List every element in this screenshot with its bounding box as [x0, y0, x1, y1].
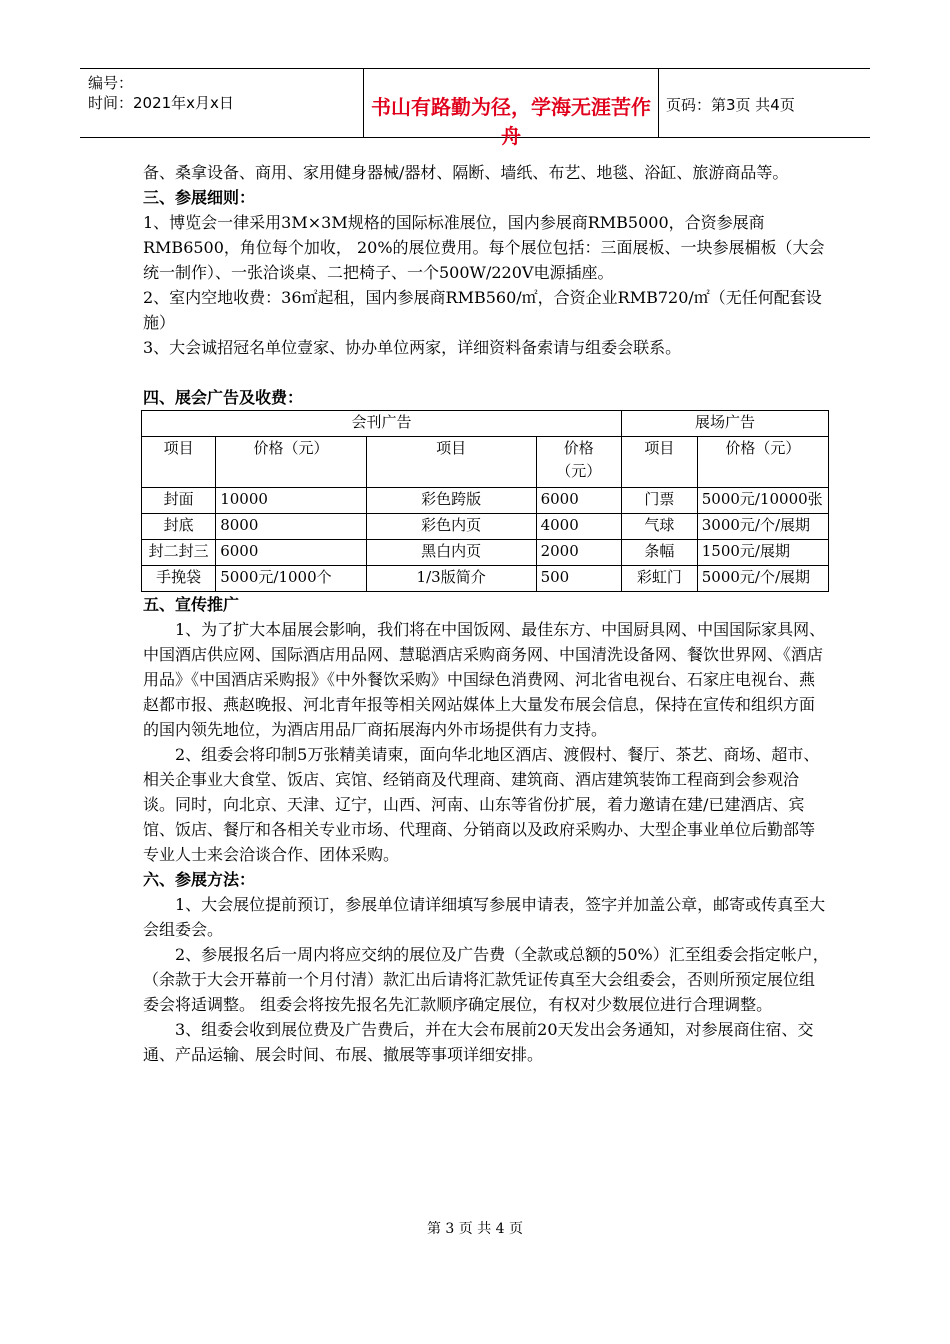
table-cell: 封二封三 — [142, 540, 216, 566]
paragraph: 2、室内空地收费：36㎡起租，国内参展商RMB560/㎡，合资企业RMB720/㎡（无任何配套设施） — [143, 288, 822, 332]
header-meta — [88, 73, 283, 113]
spacer — [143, 360, 829, 385]
advertising-fee-table — [141, 410, 829, 592]
table-cell: 5000元/个/展期 — [697, 566, 828, 592]
paragraph: 3、大会诚招冠名单位壹家、协办单位两家，详细资料备索请与组委会联系。 — [143, 338, 682, 357]
table-cell: 500 — [536, 566, 621, 592]
table-cell: 1/3版简介 — [366, 566, 536, 592]
paragraph: 3、组委会收到展位费及广告费后，并在大会布展前20天发出会务通知，对参展商住宿、交通、产品运输、展会时间、布展、撤展等事项详细安排。 — [143, 1020, 814, 1064]
table-cell: 黑白内页 — [366, 540, 536, 566]
table-header-cell: 展场广告 — [621, 411, 828, 437]
document-time: 时间：2021年x月x日 — [88, 94, 234, 112]
section-heading: 六、参展方法： — [143, 870, 256, 889]
paragraph: 2、组委会将印制5万张精美请柬，面向华北地区酒店、渡假村、餐厅、茶艺、商场、超市、相关企事业大食堂、饭店、宾馆、经销商及代理商、建筑商、酒店建筑装饰工程商到会参观洽谈。同时，向北京、天津、辽宁，山西、河南、山东等省份扩展，着力邀请在建/已建酒店、宾馆、饭店、餐厅和各相关专业市场、代理商、分销商以及政府采购办、大型企事业单位后勤部等专业人士来会洽谈合作、团体采购。 — [143, 745, 820, 864]
table-header-cell: 价格（元） — [697, 437, 828, 488]
table-header-cell: 项目 — [366, 437, 536, 488]
table-cell: 5000元/1000个 — [216, 566, 366, 592]
table-cell: 4000 — [536, 514, 621, 540]
table-cell: 3000元/个/展期 — [697, 514, 828, 540]
table-cell: 彩色跨版 — [366, 488, 536, 514]
table-header-cell: 会刊广告 — [142, 411, 622, 437]
document-number: 编号： — [88, 74, 134, 92]
document-body — [143, 160, 829, 1067]
table-cell: 6000 — [216, 540, 366, 566]
table-cell: 门票 — [621, 488, 697, 514]
table-header-cell: 项目 — [621, 437, 697, 488]
table-cell: 气球 — [621, 514, 697, 540]
table-cell: 6000 — [536, 488, 621, 514]
table-cell: 2000 — [536, 540, 621, 566]
table-cell: 手挽袋 — [142, 566, 216, 592]
paragraph: 1、博览会一律采用3M×3M规格的国际标准展位，国内参展商RMB5000，合资参展商RMB6500，角位每个加收， 20%的展位费用。每个展位包括：三面展板、一块参展楣板（大会统一制作）、一张洽谈桌、二把椅子、一个500W/220V电源插座。 — [143, 213, 825, 282]
table-cell: 1500元/展期 — [697, 540, 828, 566]
table-group-header — [142, 411, 829, 437]
header-page-number: 页码：第3页 共4页 — [666, 96, 795, 114]
section-heading: 四、展会广告及收费： — [143, 388, 304, 407]
table-cell: 条幅 — [621, 540, 697, 566]
paragraph: 2、参展报名后一周内将应交纳的展位及广告费（全款或总额的50%）汇至组委会指定帐户，（余款于大会开幕前一个月付清）款汇出后请将汇款凭证传真至大会组委会，否则所预定展位组委会将适调整。 组委会将按先报名先汇款顺序确定展位，有权对少数展位进行合理调整。 — [143, 945, 829, 1014]
table-row — [142, 514, 829, 540]
table-row — [142, 488, 829, 514]
table-header-cell: 项目 — [142, 437, 216, 488]
paragraph: 1、大会展位提前预订，参展单位请详细填写参展申请表，签字并加盖公章，邮寄或传真至大会组委会。 — [143, 895, 826, 939]
table-header-cell: 价格（元） — [216, 437, 366, 488]
table-header-cell: 价格（元） — [536, 437, 621, 488]
paragraph: 1、为了扩大本届展会影响，我们将在中国饭网、最佳东方、中国厨具网、中国国际家具网、中国酒店供应网、国际酒店用品网、慧聪酒店采购商务网、中国清洗设备网、餐饮世界网、《酒店用品》《中国酒店采购报》《中外餐饮采购》中国绿色消费网、河北省电视台、石家庄电视台、燕赵都市报、燕赵晚报、河北青年报等相关网站媒体上大量发布展会信息，保持在宣传和组织方面的国内领先地位，为酒店用品厂商拓展海内外市场提供有力支持。 — [143, 620, 826, 739]
section-heading: 五、宣传推广 — [143, 595, 240, 614]
header-motto: 书山有路勤为径，学海无涯苦作舟 — [371, 95, 651, 148]
table-cell: 8000 — [216, 514, 366, 540]
continued-paragraph: 备、桑拿设备、商用、家用健身器械/器材、隔断、墙纸、布艺、地毯、浴缸、旅游商品等。 — [143, 163, 789, 182]
table-cell: 彩虹门 — [621, 566, 697, 592]
table-cell: 封面 — [142, 488, 216, 514]
table-cell: 5000元/10000张 — [697, 488, 828, 514]
table-cell: 10000 — [216, 488, 366, 514]
table-cell: 彩色内页 — [366, 514, 536, 540]
page-footer: 第 3 页 共 4 页 — [426, 1221, 524, 1237]
table-row — [142, 566, 829, 592]
table-column-header — [142, 437, 829, 488]
header-divider — [658, 69, 659, 137]
section-heading: 三、参展细则： — [143, 188, 256, 207]
page-header — [80, 68, 870, 148]
table-row — [142, 540, 829, 566]
table-cell: 封底 — [142, 514, 216, 540]
